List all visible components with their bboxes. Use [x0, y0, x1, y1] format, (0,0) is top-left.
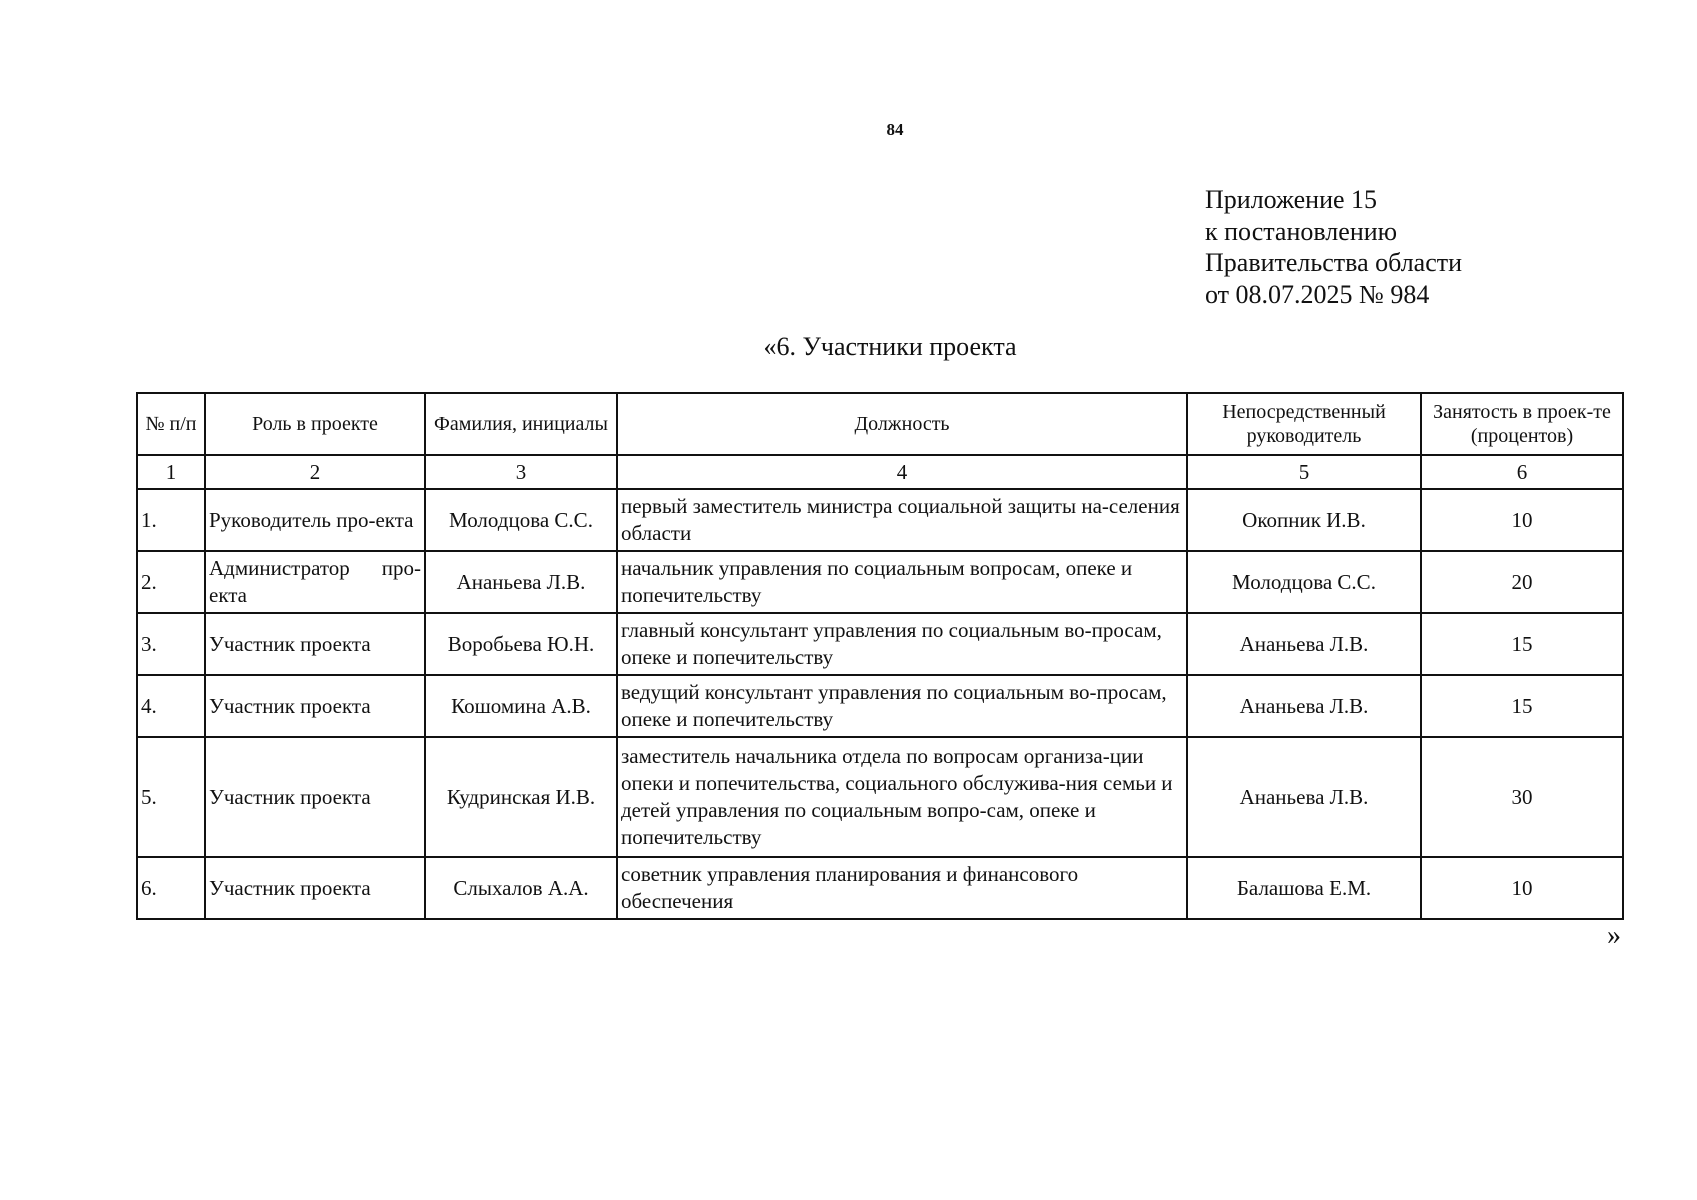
cell-position: начальник управления по социальным вопросам, опеке и попечительству: [617, 551, 1187, 613]
cell-position: советник управления планирования и финансового обеспечения: [617, 857, 1187, 919]
cell-num: 5.: [137, 737, 205, 857]
cell-manager: Окопник И.В.: [1187, 489, 1421, 551]
appendix-line: Правительства области: [1205, 248, 1463, 277]
header-num: № п/п: [137, 393, 205, 455]
cell-role: Руководитель про-екта: [205, 489, 425, 551]
column-number: 4: [617, 455, 1187, 489]
appendix-line: от 08.07.2025 № 984: [1205, 279, 1430, 309]
cell-role: Участник проекта: [205, 737, 425, 857]
cell-load: 30: [1421, 737, 1623, 857]
cell-name: Воробьева Ю.Н.: [425, 613, 617, 675]
table-header-row: [137, 393, 1623, 455]
header-manager: Непосредственный руководитель: [1187, 393, 1421, 455]
cell-name: Кудринская И.В.: [425, 737, 617, 857]
column-number: 3: [425, 455, 617, 489]
cell-position: первый заместитель министра социальной защиты на-селения области: [617, 489, 1187, 551]
cell-manager: Молодцова С.С.: [1187, 551, 1421, 613]
header-load: Занятость в проек-те (процентов): [1421, 393, 1623, 455]
header-role: Роль в проекте: [205, 393, 425, 455]
cell-position: заместитель начальника отдела по вопросам организа-ции опеки и попечительства, социального обслужива-ния семьи и детей управления по социальным вопро-сам, опеке и попечительству: [617, 737, 1187, 857]
cell-num: 4.: [137, 675, 205, 737]
closing-quote: »: [1607, 920, 1621, 951]
column-number: 1: [137, 455, 205, 489]
cell-load: 15: [1421, 675, 1623, 737]
section-title: «6. Участники проекта: [763, 332, 1017, 361]
header-position: Должность: [617, 393, 1187, 455]
appendix-block: [1205, 184, 1462, 310]
cell-num: 3.: [137, 613, 205, 675]
table-row: [137, 857, 1623, 919]
cell-position: главный консультант управления по социальным во-просам, опеке и попечительству: [617, 613, 1187, 675]
cell-num: 1.: [137, 489, 205, 551]
cell-num: 6.: [137, 857, 205, 919]
cell-name: Ананьева Л.В.: [425, 551, 617, 613]
participants-table: [136, 392, 1624, 920]
table-row: [137, 737, 1623, 857]
column-number: 5: [1187, 455, 1421, 489]
appendix-line: к постановлению: [1205, 216, 1398, 246]
cell-manager: Ананьева Л.В.: [1187, 613, 1421, 675]
cell-load: 15: [1421, 613, 1623, 675]
column-number-row: [137, 455, 1623, 489]
cell-name: Слыхалов А.А.: [425, 857, 617, 919]
cell-position: ведущий консультант управления по социальным во-просам, опеке и попечительству: [617, 675, 1187, 737]
cell-load: 10: [1421, 489, 1623, 551]
cell-role: Администратор про-екта: [205, 551, 425, 613]
cell-load: 20: [1421, 551, 1623, 613]
table-row: [137, 613, 1623, 675]
cell-manager: Балашова Е.М.: [1187, 857, 1421, 919]
cell-name: Молодцова С.С.: [425, 489, 617, 551]
cell-num: 2.: [137, 551, 205, 613]
cell-role: Участник проекта: [205, 857, 425, 919]
table-row: [137, 489, 1623, 551]
cell-manager: Ананьева Л.В.: [1187, 675, 1421, 737]
table-row: [137, 675, 1623, 737]
column-number: 6: [1421, 455, 1623, 489]
column-number: 2: [205, 455, 425, 489]
cell-role: Участник проекта: [205, 675, 425, 737]
page-number: 84: [886, 120, 904, 139]
cell-load: 10: [1421, 857, 1623, 919]
cell-role: Участник проекта: [205, 613, 425, 675]
cell-name: Кошомина А.В.: [425, 675, 617, 737]
table-row: [137, 551, 1623, 613]
cell-manager: Ананьева Л.В.: [1187, 737, 1421, 857]
header-name: Фамилия, инициалы: [425, 393, 617, 455]
appendix-line: Приложение 15: [1205, 185, 1378, 214]
